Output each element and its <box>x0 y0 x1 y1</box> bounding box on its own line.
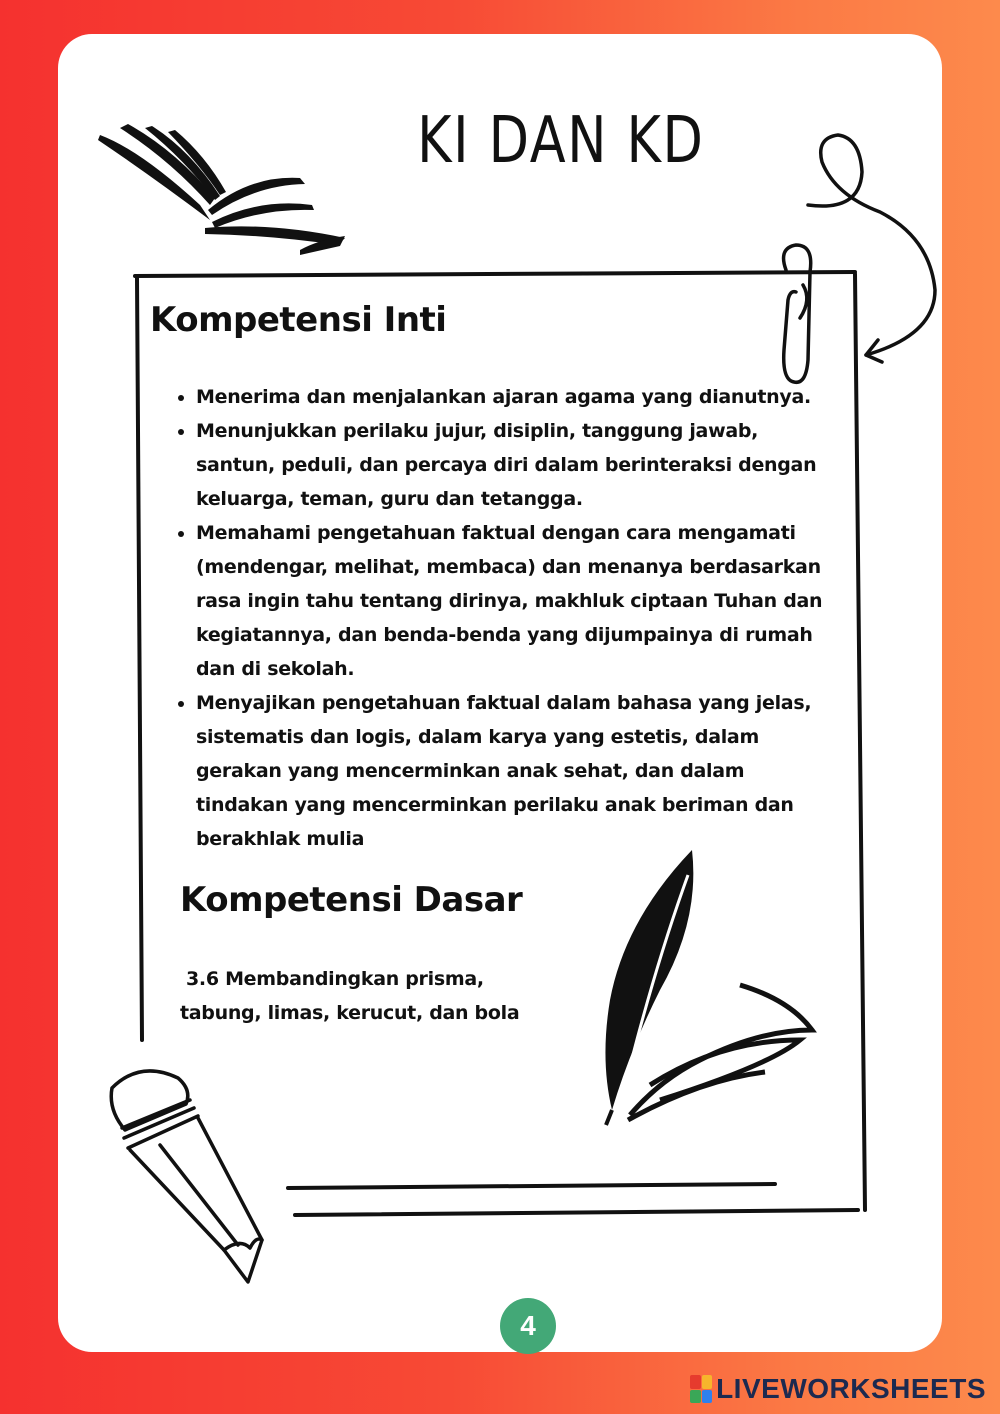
kompetensi-dasar-text: 3.6 Membandingkan prisma, tabung, limas, kerucut, dan bola <box>180 968 520 1024</box>
list-item: • Menunjukkan perilaku jujur, disiplin, tanggung jawab, santun, peduli, dan percaya diri dalam berinteraksi dengan keluarga, teman, guru dan tetangga. <box>196 414 836 516</box>
kompetensi-inti-heading: Kompetensi Inti <box>150 300 447 340</box>
page-title: KI DAN KD <box>417 104 705 178</box>
paper-clip-icon <box>784 245 811 382</box>
feather-quill-icon <box>605 850 812 1125</box>
list-item: • Menerima dan menjalankan ajaran agama yang dianutnya. <box>196 380 836 414</box>
pencil-icon <box>111 1071 262 1282</box>
logo-text: LIVEWORKSHEETS <box>716 1373 986 1404</box>
kompetensi-dasar-heading: Kompetensi Dasar <box>180 880 523 920</box>
liveworksheets-mark-icon <box>690 1375 712 1403</box>
list-item: • Memahami pengetahuan faktual dengan cara mengamati (mendengar, melihat, membaca) dan menanya berdasarkan rasa ingin tahu tentang dirinya, makhluk ciptaan Tuhan dan kegiatannya, dan benda-benda yang dijumpainya di rumah dan di sekolah. <box>196 516 836 686</box>
kompetensi-inti-list <box>166 380 836 856</box>
list-item: • Menyajikan pengetahuan faktual dalam bahasa yang jelas, sistematis dan logis, dalam karya yang estetis, dalam gerakan yang mencerminkan anak sehat, dan dalam tindakan yang mencerminkan perilaku anak beriman dan berakhlak mulia <box>196 686 836 856</box>
page-number-badge: 4 <box>500 1298 556 1354</box>
liveworksheets-logo[interactable] <box>690 1372 986 1406</box>
